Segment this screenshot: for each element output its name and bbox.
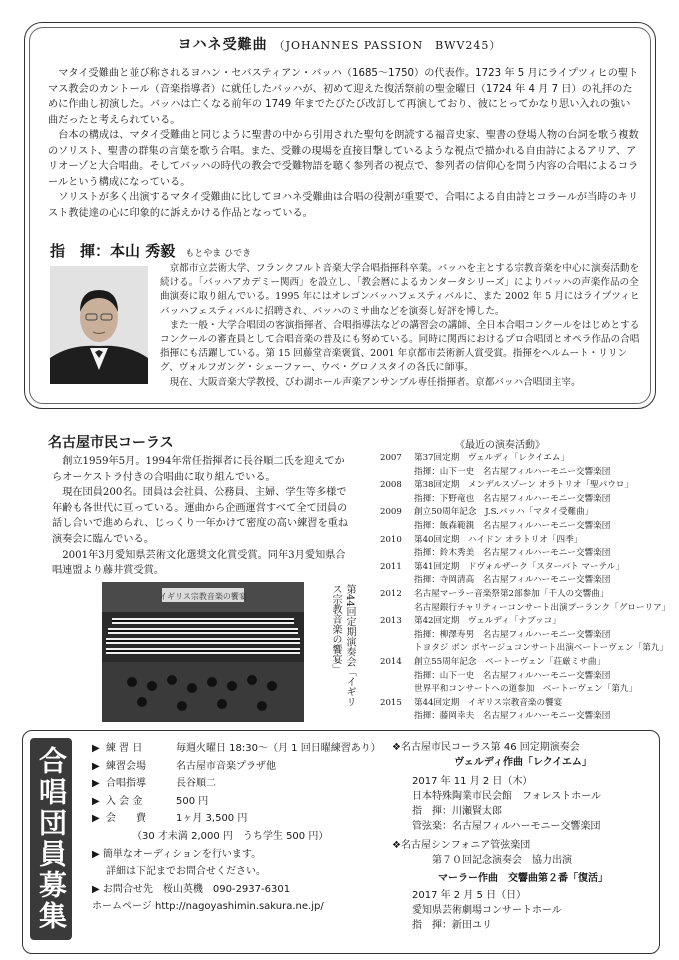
work-title-en: （JOHANNES PASSION BWV245）	[273, 39, 502, 52]
activity-line: 第42回定期 ヴェルディ「ナブッコ」	[414, 616, 561, 627]
conductor-bio-paragraph: また一般・大学合唱団の客演指揮者、合唱指導法などの講習会の講師、全日本合唱コンクールをはじめとするコンクールの審査員として合唱音楽の普及にも努めている。同時に関西におけるプロ合唱団とオペラ作品の合唱指揮にも活躍している。第 15 回藤堂音楽褒賞、2001 年京都市芸術新人賞受賞。指揮をヘルムート・リリング、ヴォルフガング・シェーファー、ウベ・グロノスタイの各氏に師事。	[160, 319, 640, 374]
activity-year: 2013	[380, 616, 402, 627]
activity-year: 2015	[380, 697, 402, 708]
photo-banner-text: イギリス宗教音楽の饗宴	[159, 592, 247, 601]
concert1-conductor: 指 揮：川瀬賢太郎	[412, 806, 502, 817]
activity-2013	[380, 615, 670, 656]
activity-line: 創立55周年記念 ベートーヴェン「荘厳ミサ曲」	[414, 656, 606, 667]
concert2-title: マーラー作曲 交響曲第２番「復活」	[438, 873, 608, 884]
activity-sub: 指揮：鈴木秀美 名古屋フィルハーモニー交響楽団	[414, 548, 611, 559]
recruit-label: 入 会 金	[106, 795, 143, 807]
activity-line: 創立50周年記念 J.S.バッハ「マタイ受難曲」	[414, 507, 594, 518]
conductor-bio-paragraph: 京都市立芸術大学、フランクフルト音楽大学合唱指揮科卒業。バッハを主とする宗教音楽を中心に演奏活動を続ける。「バッハアカデミー関西」を設立し、「教会暦によるカンタータシリーズ」によりバッハの声楽作品の全曲演奏に取り組んでいる。1995 年にはオレゴンバッハフェスティバルに、また 2002 年 5 月にはライプツィヒバッハフェスティバルに招聘され、バッハのミサ曲などを演奏し好評を博した。	[160, 263, 640, 317]
activity-2015	[380, 697, 670, 724]
activity-year: 2007	[380, 453, 402, 463]
bullet-icon: ▶	[92, 760, 100, 772]
audition-note: ▶ 簡単なオーディションを行います。	[92, 848, 262, 860]
recruit-item	[92, 775, 392, 793]
activity-line: 第44回定期 イギリス宗教音楽の饗宴	[414, 697, 563, 708]
activity-2007	[380, 452, 670, 479]
activity-year: 2012	[380, 588, 402, 599]
activity-sub: トヨタジ ボン ボヤージュコンサート出演ベートーヴェン「第九」	[414, 643, 668, 654]
recruit-item	[92, 740, 392, 758]
recruitment-banner: 合唱団員募集	[30, 738, 72, 940]
activity-line: 第40回定期 ハイドン オラトリオ「四季」	[414, 534, 583, 545]
activity-line: 第38回定期 メンデルスゾーン オラトリオ「聖パウロ」	[414, 480, 633, 491]
concert-photo-caption: 第44回定期演奏会「イギリス宗教音楽の饗宴」	[330, 584, 355, 707]
bullet-icon: ▶	[92, 743, 100, 754]
concert1-header: ❖名古屋市民コーラス第 46 回定期演奏会	[392, 742, 580, 753]
recruit-label: 練 習 日	[106, 743, 143, 754]
work-paragraph: ソリストが多く出演するマタイ受難曲に比してヨハネ受難曲は合唱の役割が重要で、合唱による自由詩とコラールが当時のキリスト教徒達の心に印象的に訴えかける作品となっている。	[48, 192, 639, 219]
work-title: ヨハネ受難曲	[177, 37, 268, 53]
recruit-value: 1ヶ月 3,500 円	[176, 813, 248, 825]
activity-year: 2011	[380, 561, 402, 572]
concert1-venue: 日本特殊陶業市民会館 フォレストホール	[412, 791, 601, 802]
activity-sub: 世界平和コンサートへの道参加 ベートーヴェン「第九」	[414, 684, 638, 695]
recruitment-info	[92, 740, 392, 916]
recruit-item	[92, 810, 392, 828]
activity-sub: 名古屋銀行チャリティーコンサート出演プーランク「グローリア」	[414, 602, 671, 613]
bullet-icon: ▶	[92, 813, 100, 825]
concert-stage-image	[102, 582, 304, 722]
activity-sub: 指揮：寺岡清高 名古屋フィルハーモニー交響楽団	[414, 575, 611, 586]
activity-year: 2009	[380, 507, 402, 518]
work-title-line	[0, 34, 679, 54]
conductor-photo	[50, 266, 148, 384]
conductor-heading: 指 揮：本山 秀毅	[50, 242, 176, 260]
activity-sub: 指揮：下野竜也 名古屋フィルハーモニー交響楽団	[414, 493, 611, 504]
recent-activities-list	[380, 452, 670, 724]
activity-line: 第41回定期 ドヴォルザーク「スターバト マーテル」	[414, 561, 624, 572]
recruit-item	[92, 758, 392, 776]
conductor-heading-line	[50, 240, 251, 261]
activity-2012	[380, 588, 670, 615]
activity-sub: 指揮：藤岡幸夫 名古屋フィルハーモニー交響楽団	[414, 711, 611, 722]
concert2-sub: 第７０回記念演奏会 協力出演	[432, 855, 572, 866]
recruit-label: 合唱指導	[106, 778, 146, 790]
work-description	[48, 66, 640, 221]
fee-note: （30 才未満 2,000 円 うち学生 500 円）	[132, 830, 329, 842]
activity-year: 2014	[380, 656, 402, 667]
activity-2008	[380, 479, 670, 506]
activity-line: 名古屋マーラー音楽祭第2部参加「千人の交響曲」	[414, 588, 609, 599]
choir-bio-paragraph: 現在団員200名。団員は会社員、公務員、主婦、学生等多様で年齢も各世代に亘っている。運曲から企画運営すべて全て団員の話し合いで進められ、じっくり一年かけて密度の高い練習を重ね演奏会に臨んでいる。	[52, 487, 349, 545]
choir-bio-paragraph: 創立1959年5月。1994年常任指揮者に長谷順二氏を迎えてからオーケストラ付きの合唱曲に取り組んでいる。	[52, 456, 345, 483]
conductor-bio	[160, 262, 640, 390]
recruit-label: 会 費	[106, 813, 146, 825]
choir-name: 名古屋市民コーラス	[48, 435, 174, 451]
concert1-orchestra: 管弦楽：名古屋フィルハーモニー交響楽団	[412, 821, 601, 832]
recruit-value: 名古屋市音楽プラザ他	[176, 760, 276, 772]
recruit-item	[92, 793, 392, 811]
concert-photo	[102, 582, 304, 722]
conductor-kana: もとやま ひでき	[185, 249, 252, 259]
conductor-bio-paragraph: 現在、大阪音楽大学教授、びわ湖ホール声楽アンサンブル専任指揮者。京都バッハ合唱団主宰。	[169, 376, 581, 388]
contact-line: ▶ お問合せ先 桜山英機 090-2937-6301	[92, 883, 291, 895]
conductor-portrait-image	[50, 266, 148, 384]
concert1-title: ヴェルディ作曲「レクイエム」	[454, 757, 592, 768]
recent-activities-title: 《最近の演奏活動》	[455, 440, 545, 451]
activity-2011	[380, 561, 670, 588]
activity-year: 2008	[380, 480, 402, 491]
work-paragraph: マタイ受難曲と並び称されるヨハン・セバスティアン・バッハ（1685～1750）の代表作。1723 年 5 月にライプツィヒの聖トマス教会のカントール（音楽指導者）に就任したバッハが、初めて迎えた復活祭前の聖金曜日（1724 年 4 月 7 日）の礼拝のために作曲し初演した。バッハは亡くなる前年の 1749 年までたびたび改訂して再演しており、彼にとってかなり思い入れの強い曲だったと考えられている。	[48, 68, 639, 126]
concert2-date: 2017 年 2 月 5 日（日）	[412, 890, 527, 901]
recruit-value: 500 円	[176, 795, 209, 807]
activity-sub: 指揮：山下一史 名古屋フィルハーモニー交響楽団	[414, 670, 611, 681]
activity-sub: 指揮：飯森範親 名古屋フィルハーモニー交響楽団	[414, 520, 611, 531]
activity-2014	[380, 656, 670, 697]
detail-note: 詳細は下記までお問合せください。	[106, 866, 266, 878]
bullet-icon: ▶	[92, 795, 100, 807]
concert2-header: ❖名古屋シンフォニア管弦楽団	[392, 840, 531, 851]
activity-2009	[380, 506, 670, 533]
choir-bio	[52, 454, 352, 579]
activity-year: 2010	[380, 534, 402, 545]
concert1-date: 2017 年 11 月 2 日（木）	[412, 776, 533, 787]
recruit-value: 毎週火曜日 18:30～（月 1 回日曜練習あり）	[176, 743, 381, 754]
recruit-label: 練習会場	[106, 760, 146, 772]
activity-sub: 指揮：山下一史 名古屋フィルハーモニー交響楽団	[414, 466, 611, 477]
bullet-icon: ▶	[92, 778, 100, 790]
work-paragraph: 台本の構成は、マタイ受難曲と同じように聖書の中から引用された聖句を朗読する福音史家、聖書の登場人物の台詞を歌う複数のソリスト、聖書の群集の言葉を歌う合唱。また、受難の現場を直接目撃しているような視点で描かれる自由詩によるアリア、アリオーゾと大合唱曲。そしてバッハの時代の教会で受難物語を聴く参列者の視点で、参列者の信仰心を問う内容の合唱によるコラールという構成になっている。	[48, 130, 639, 188]
concert2-venue: 愛知県芸術劇場コンサートホール	[412, 905, 562, 916]
upcoming-concerts	[392, 740, 654, 933]
homepage-link[interactable]: ホームページ http://nagoyashimin.sakura.ne.jp/	[92, 901, 324, 913]
concert2-conductor: 指 揮：新田ユリ	[412, 920, 492, 931]
activity-sub: 指揮：柳澤寿男 名古屋フィルハーモニー交響楽団	[414, 629, 611, 640]
recruit-value: 長谷順二	[176, 778, 216, 790]
activity-line: 第37回定期 ヴェルディ「レクイエム」	[414, 453, 570, 463]
activity-2010	[380, 534, 670, 561]
choir-bio-paragraph: 2001年3月愛知県芸術文化選奨文化賞受賞。同年3月愛知県合唱連盟より藤井賞受賞。	[52, 549, 346, 577]
